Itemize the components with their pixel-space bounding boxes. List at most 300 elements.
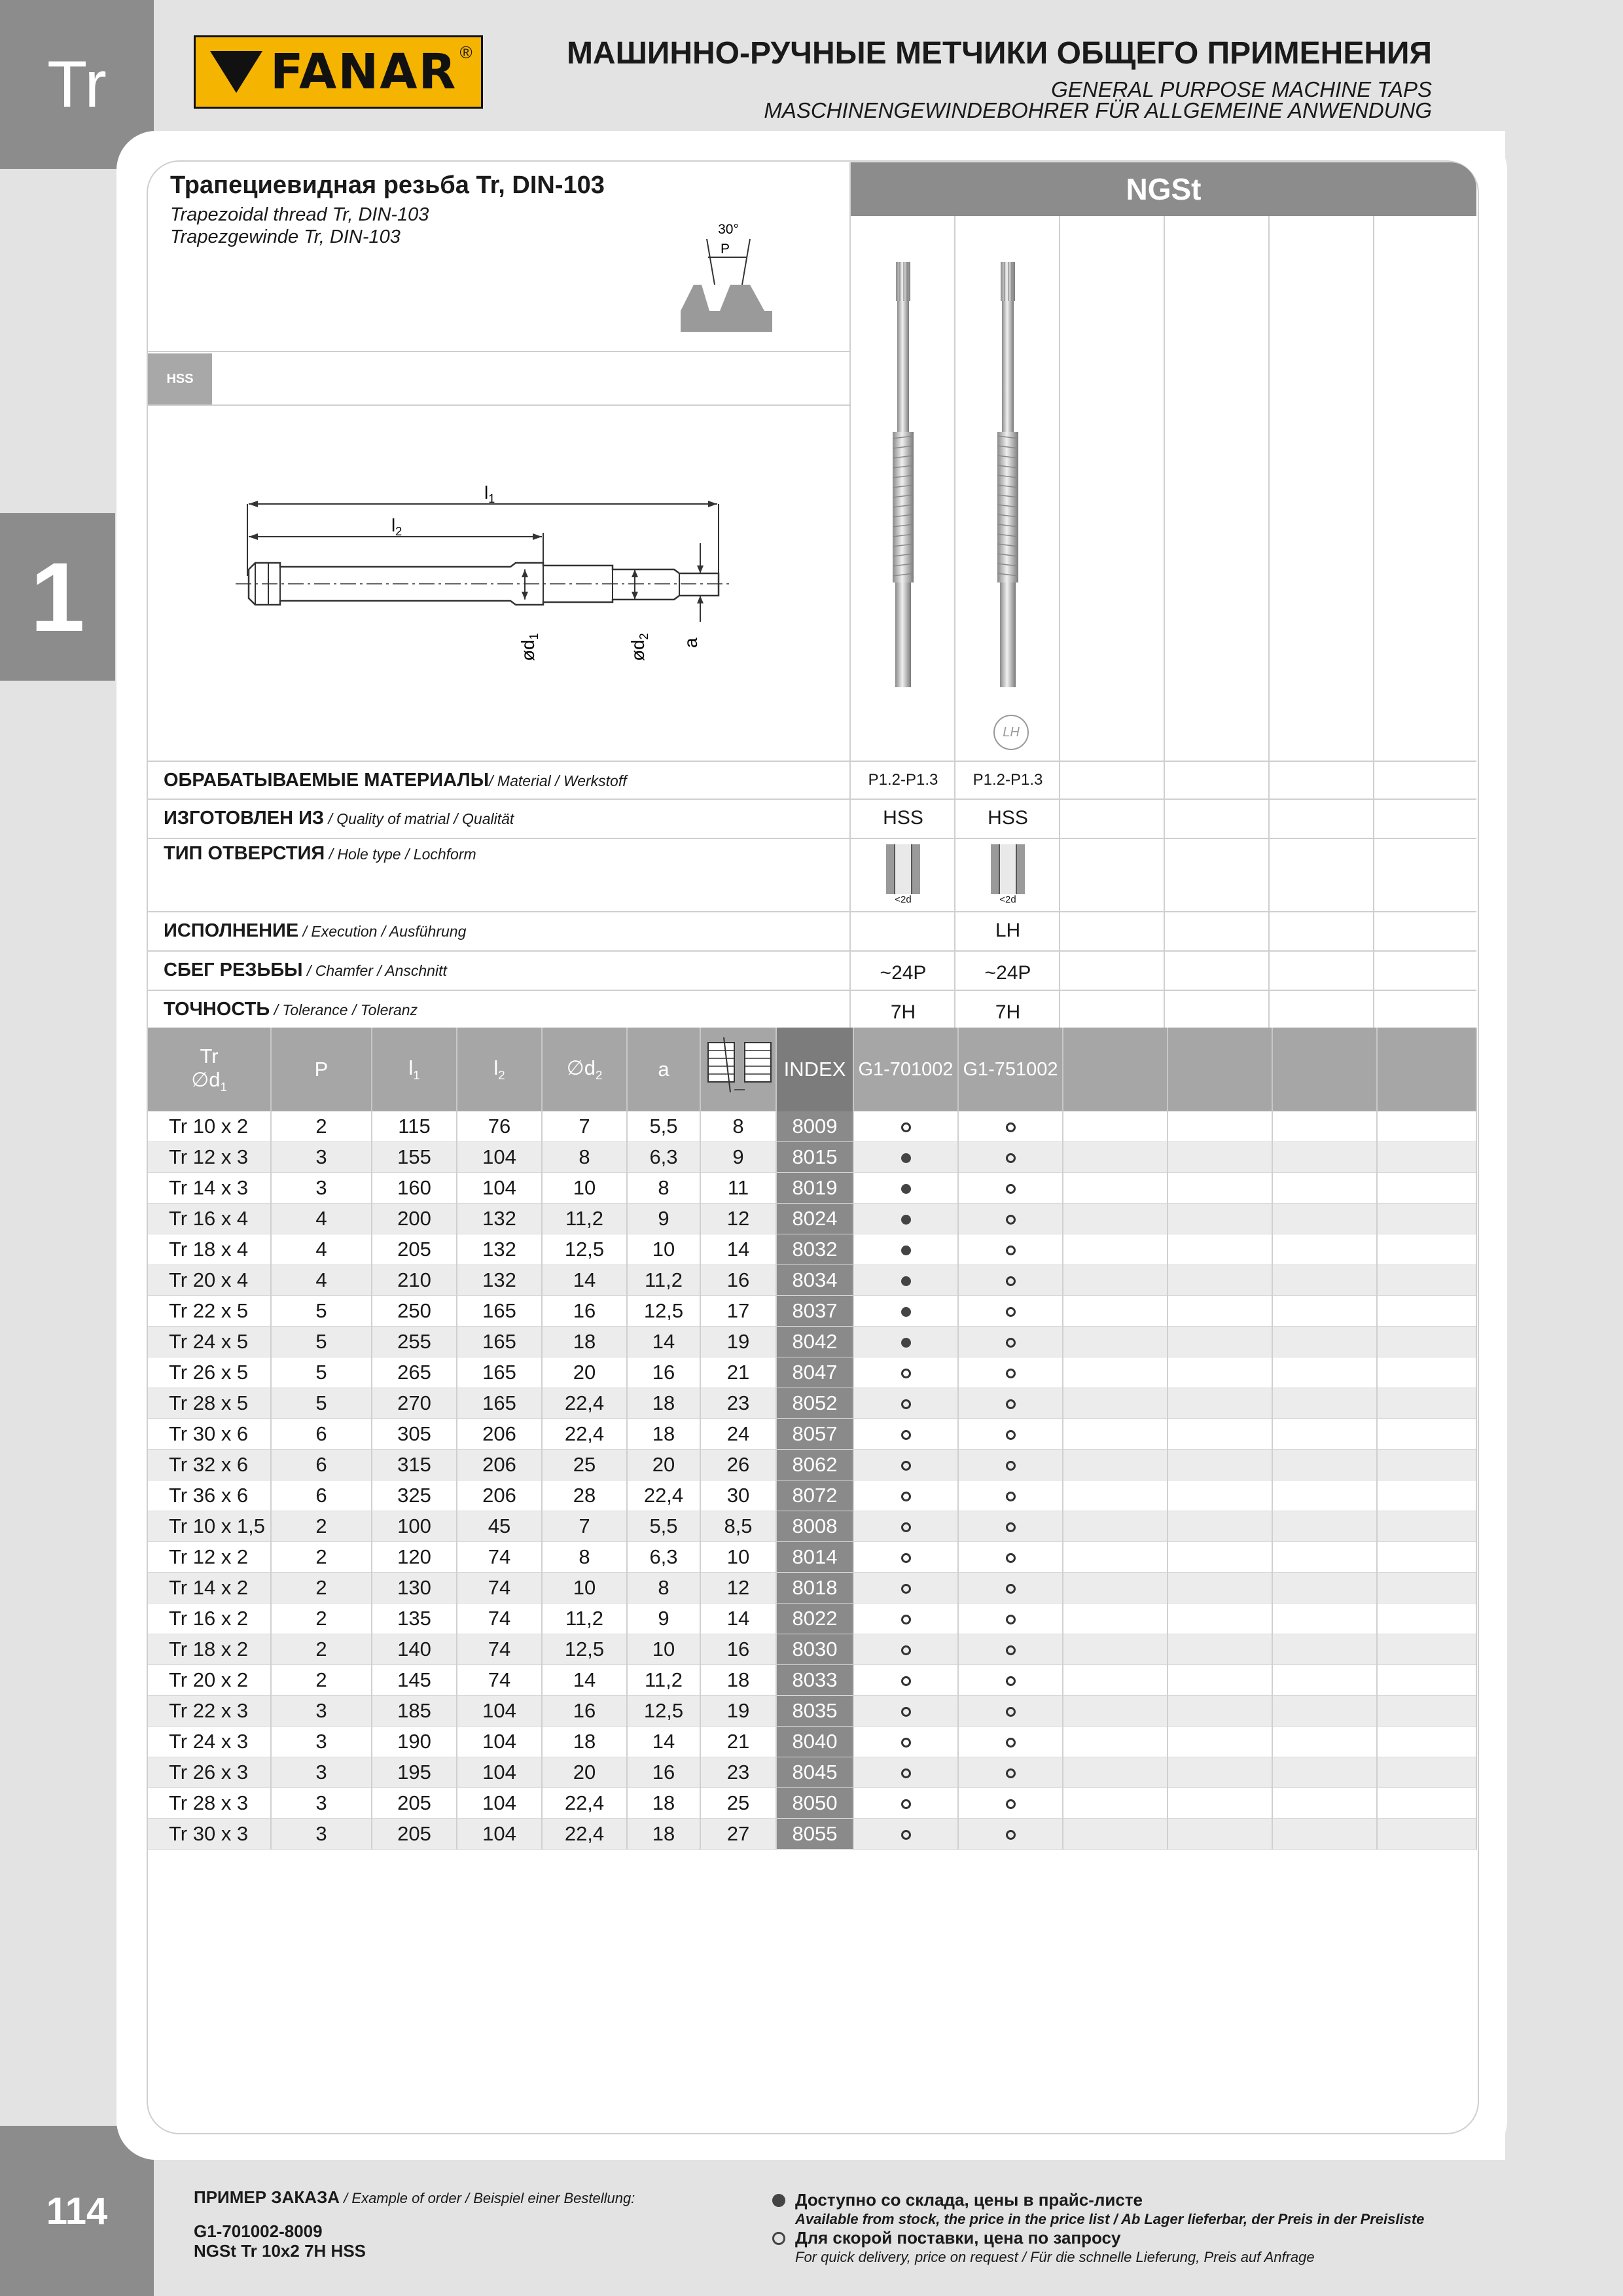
cell-empty: [1377, 1511, 1476, 1542]
cell-empty: [1063, 1388, 1168, 1419]
cell-empty: [1168, 1296, 1272, 1327]
table-row: [148, 1357, 1476, 1388]
col-header-a: a: [627, 1028, 700, 1111]
cell-index: 8024: [776, 1204, 853, 1234]
cell-index: 8022: [776, 1604, 853, 1634]
cell-size: Tr 18 x 2: [148, 1634, 271, 1665]
table-row: [148, 1204, 1476, 1234]
brand-logo: [194, 35, 483, 109]
cell-avail-art1: [853, 1327, 958, 1357]
cell-avail-art1: [853, 1480, 958, 1511]
on-request-icon: [901, 1461, 911, 1471]
on-request-icon: [1006, 1492, 1016, 1501]
cell-empty: [1272, 1604, 1377, 1634]
divider: [148, 990, 1476, 991]
cell-empty: [1272, 1727, 1377, 1757]
col-header-tr: Tr $\emptyset d_1$: [148, 1028, 271, 1111]
cell-d2: 25: [542, 1450, 627, 1480]
cell-size: Tr 18 x 4: [148, 1234, 271, 1265]
cell-d2: 10: [542, 1573, 627, 1604]
cell-d2: 11,2: [542, 1604, 627, 1634]
cell-avail-art1: [853, 1727, 958, 1757]
table-row: [148, 1142, 1476, 1173]
cell-empty: [1063, 1634, 1168, 1665]
cell-empty: [1168, 1757, 1272, 1788]
on-request-icon: [1006, 1553, 1016, 1563]
prop-material-col2: P1.2-P1.3: [972, 771, 1043, 789]
on-request-icon: [901, 1738, 911, 1748]
cell-avail-art2: [958, 1388, 1063, 1419]
cell-index: 8037: [776, 1296, 853, 1327]
cell-core: 8: [700, 1111, 776, 1142]
divider: [849, 162, 851, 1028]
cell-core: 21: [700, 1357, 776, 1388]
cell-size: Tr 26 x 5: [148, 1357, 271, 1388]
col-header-index: INDEX: [776, 1028, 853, 1111]
cell-avail-art2: [958, 1788, 1063, 1819]
cell-pitch: 2: [271, 1573, 372, 1604]
cell-size: Tr 16 x 2: [148, 1604, 271, 1634]
left-hand-icon: LH: [993, 715, 1029, 750]
cell-a: 14: [627, 1327, 700, 1357]
cell-l1: 305: [372, 1419, 457, 1450]
on-request-icon: [1006, 1122, 1016, 1132]
cell-empty: [1272, 1234, 1377, 1265]
cell-d2: 20: [542, 1357, 627, 1388]
col-header-art2: G1-751002: [958, 1028, 1063, 1111]
prop-label-quality: ИЗГОТОВЛЕН ИЗ / Quality of matrial / Qualität: [164, 808, 514, 829]
cell-empty: [1272, 1419, 1377, 1450]
cell-empty: [1377, 1757, 1476, 1788]
on-request-icon: [901, 1122, 911, 1132]
thread-pitch-label: P: [720, 242, 730, 257]
cell-index: 8042: [776, 1327, 853, 1357]
on-request-icon: [901, 1645, 911, 1655]
cell-avail-art1: [853, 1696, 958, 1727]
on-request-icon: [1006, 1430, 1016, 1440]
divider: [1059, 216, 1060, 1028]
cell-size: Tr 10 x 1,5: [148, 1511, 271, 1542]
prop-quality-col1: HSS: [883, 807, 923, 829]
cell-avail-art2: [958, 1204, 1063, 1234]
cell-empty: [1063, 1265, 1168, 1296]
cell-l2: 206: [457, 1480, 542, 1511]
hole-type-icon-col1: <2d: [883, 844, 923, 908]
cell-empty: [1272, 1142, 1377, 1173]
on-request-icon: [1006, 1307, 1016, 1317]
cell-d2: 7: [542, 1111, 627, 1142]
cell-avail-art2: [958, 1542, 1063, 1573]
cell-avail-art1: [853, 1265, 958, 1296]
cell-a: 16: [627, 1757, 700, 1788]
cell-avail-art2: [958, 1296, 1063, 1327]
cell-empty: [1377, 1573, 1476, 1604]
cell-pitch: 2: [271, 1542, 372, 1573]
cell-empty: [1377, 1542, 1476, 1573]
on-request-icon: [1006, 1276, 1016, 1286]
table-row: [148, 1511, 1476, 1542]
in-stock-icon: [901, 1215, 911, 1225]
cell-empty: [1377, 1665, 1476, 1696]
on-request-icon: [1006, 1399, 1016, 1409]
cell-l2: 165: [457, 1327, 542, 1357]
on-request-icon: [1006, 1615, 1016, 1624]
cell-empty: [1168, 1265, 1272, 1296]
prop-label-chamfer: СБЕГ РЕЗЬБЫ / Chamfer / Anschnitt: [164, 960, 447, 980]
cell-pitch: 3: [271, 1142, 372, 1173]
cell-l2: 165: [457, 1388, 542, 1419]
cell-l2: 74: [457, 1665, 542, 1696]
cell-a: 14: [627, 1727, 700, 1757]
cell-empty: [1272, 1480, 1377, 1511]
col-header-empty: [1377, 1028, 1476, 1111]
prop-label-execution: ИСПОЛНЕНИЕ / Execution / Ausführung: [164, 920, 467, 941]
divider: [148, 404, 851, 406]
cell-core: 10: [700, 1542, 776, 1573]
cell-a: 8: [627, 1173, 700, 1204]
table-header-row: [148, 1028, 1476, 1111]
cell-l1: 145: [372, 1665, 457, 1696]
cell-l2: 104: [457, 1819, 542, 1850]
cell-core: 26: [700, 1450, 776, 1480]
cell-empty: [1272, 1573, 1377, 1604]
cell-pitch: 5: [271, 1357, 372, 1388]
dim-d2-label: $ød_2$: [628, 633, 651, 661]
logo-v-icon: [210, 51, 262, 93]
cell-avail-art2: [958, 1665, 1063, 1696]
cell-empty: [1377, 1604, 1476, 1634]
cell-avail-art1: [853, 1819, 958, 1850]
cell-index: 8033: [776, 1665, 853, 1696]
cell-l2: 76: [457, 1111, 542, 1142]
cell-index: 8062: [776, 1450, 853, 1480]
chapter-tab[interactable]: Tr: [0, 0, 154, 169]
cell-empty: [1272, 1757, 1377, 1788]
on-request-icon: [901, 1676, 911, 1686]
on-request-icon: [1006, 1215, 1016, 1225]
cell-l1: 250: [372, 1296, 457, 1327]
cell-avail-art1: [853, 1450, 958, 1480]
table-row: [148, 1573, 1476, 1604]
prop-label-hole-type: ТИП ОТВЕРСТИЯ / Hole type / Lochform: [164, 843, 476, 864]
cell-core: 21: [700, 1727, 776, 1757]
cell-empty: [1168, 1450, 1272, 1480]
prop-chamfer-col2: ~24P: [984, 962, 1031, 984]
table-row: [148, 1388, 1476, 1419]
cell-empty: [1272, 1511, 1377, 1542]
on-request-icon: [901, 1399, 911, 1409]
cell-core: 11: [700, 1173, 776, 1204]
cell-empty: [1168, 1511, 1272, 1542]
on-request-icon: [901, 1492, 911, 1501]
cell-d2: 8: [542, 1142, 627, 1173]
cell-a: 22,4: [627, 1480, 700, 1511]
in-stock-icon: [901, 1246, 911, 1255]
cell-empty: [1377, 1388, 1476, 1419]
on-request-icon: [1006, 1799, 1016, 1809]
cell-size: Tr 16 x 4: [148, 1204, 271, 1234]
cell-size: Tr 14 x 2: [148, 1573, 271, 1604]
dim-a-label: a: [681, 637, 701, 648]
cell-d2: 16: [542, 1696, 627, 1727]
divider: [148, 351, 851, 352]
cell-empty: [1377, 1788, 1476, 1819]
cell-index: 8018: [776, 1573, 853, 1604]
on-request-icon: [901, 1369, 911, 1378]
on-request-icon: [1006, 1768, 1016, 1778]
cell-d2: 12,5: [542, 1234, 627, 1265]
cell-empty: [1377, 1696, 1476, 1727]
cell-l1: 255: [372, 1327, 457, 1357]
cell-core: 16: [700, 1265, 776, 1296]
cell-empty: [1272, 1357, 1377, 1388]
cell-l1: 135: [372, 1604, 457, 1634]
cell-empty: [1063, 1234, 1168, 1265]
cell-l2: 74: [457, 1573, 542, 1604]
cell-l1: 140: [372, 1634, 457, 1665]
cell-index: 8052: [776, 1388, 853, 1419]
cell-pitch: 6: [271, 1480, 372, 1511]
cell-d2: 28: [542, 1480, 627, 1511]
cell-index: 8050: [776, 1788, 853, 1819]
cell-empty: [1063, 1204, 1168, 1234]
on-request-icon: [1006, 1676, 1016, 1686]
cell-avail-art2: [958, 1573, 1063, 1604]
cell-pitch: 5: [271, 1296, 372, 1327]
on-request-icon: [901, 1768, 911, 1778]
prop-label-tolerance: ТОЧНОСТЬ / Tolerance / Toleranz: [164, 999, 418, 1020]
cell-empty: [1377, 1142, 1476, 1173]
legend-request-label: Для скорой поставки, цена по запросу: [795, 2228, 1121, 2248]
dim-d1-label: $ød_1$: [518, 633, 541, 661]
cell-l1: 205: [372, 1819, 457, 1850]
cell-avail-art2: [958, 1634, 1063, 1665]
cell-core: 12: [700, 1204, 776, 1234]
cell-core: 19: [700, 1327, 776, 1357]
cell-core: 30: [700, 1480, 776, 1511]
tap-image-g1-751002: [991, 259, 1024, 691]
col-header-empty: [1272, 1028, 1377, 1111]
cell-empty: [1377, 1265, 1476, 1296]
legend-stock-icon: [772, 2194, 785, 2207]
cell-index: 8009: [776, 1111, 853, 1142]
cell-size: Tr 24 x 3: [148, 1727, 271, 1757]
cell-avail-art2: [958, 1142, 1063, 1173]
cell-core: 25: [700, 1788, 776, 1819]
divider: [148, 761, 1476, 762]
cell-empty: [1168, 1665, 1272, 1696]
cell-d2: 11,2: [542, 1204, 627, 1234]
prop-material-col1: P1.2-P1.3: [868, 771, 938, 789]
cell-size: Tr 30 x 3: [148, 1819, 271, 1850]
cell-avail-art1: [853, 1542, 958, 1573]
brand-name: FANAR: [270, 44, 457, 100]
col-header-empty: [1063, 1028, 1168, 1111]
cell-d2: 18: [542, 1327, 627, 1357]
cell-l1: 210: [372, 1265, 457, 1296]
cell-a: 11,2: [627, 1665, 700, 1696]
cell-index: 8015: [776, 1142, 853, 1173]
cell-empty: [1168, 1111, 1272, 1142]
cell-pitch: 3: [271, 1173, 372, 1204]
cell-empty: [1168, 1173, 1272, 1204]
cell-empty: [1272, 1665, 1377, 1696]
cell-empty: [1168, 1604, 1272, 1634]
col-header-l2: $l_2$: [457, 1028, 542, 1111]
cell-l2: 74: [457, 1542, 542, 1573]
on-request-icon: [1006, 1461, 1016, 1471]
divider: [148, 798, 1476, 800]
on-request-icon: [1006, 1184, 1016, 1194]
order-example-desc: NGSt Tr 10x2 7H HSS: [194, 2241, 366, 2261]
on-request-icon: [901, 1830, 911, 1840]
cell-pitch: 2: [271, 1111, 372, 1142]
table-row: [148, 1173, 1476, 1204]
on-request-icon: [901, 1615, 911, 1624]
cell-a: 18: [627, 1788, 700, 1819]
cell-pitch: 4: [271, 1234, 372, 1265]
cell-size: Tr 24 x 5: [148, 1327, 271, 1357]
cell-size: Tr 36 x 6: [148, 1480, 271, 1511]
cell-l1: 190: [372, 1727, 457, 1757]
cell-empty: [1272, 1111, 1377, 1142]
cell-avail-art2: [958, 1450, 1063, 1480]
on-request-icon: [1006, 1738, 1016, 1748]
cell-avail-art1: [853, 1757, 958, 1788]
cell-l1: 200: [372, 1204, 457, 1234]
cell-empty: [1063, 1819, 1168, 1850]
cell-l1: 100: [372, 1511, 457, 1542]
cell-d2: 14: [542, 1665, 627, 1696]
order-example-title: ПРИМЕР ЗАКАЗА / Example of order / Beispiel einer Bestellung:: [194, 2187, 635, 2207]
cell-empty: [1168, 1819, 1272, 1850]
on-request-icon: [1006, 1369, 1016, 1378]
cell-pitch: 2: [271, 1511, 372, 1542]
cell-size: Tr 12 x 3: [148, 1142, 271, 1173]
cell-l1: 265: [372, 1357, 457, 1388]
cell-a: 8: [627, 1573, 700, 1604]
series-header: NGSt: [851, 162, 1476, 216]
cell-empty: [1377, 1173, 1476, 1204]
cell-size: Tr 26 x 3: [148, 1757, 271, 1788]
cell-avail-art2: [958, 1696, 1063, 1727]
cell-empty: [1377, 1296, 1476, 1327]
cell-avail-art2: [958, 1480, 1063, 1511]
table-row: [148, 1480, 1476, 1511]
cell-avail-art1: [853, 1234, 958, 1265]
table-row: [148, 1542, 1476, 1573]
cell-l2: 165: [457, 1296, 542, 1327]
cell-a: 20: [627, 1450, 700, 1480]
cell-empty: [1063, 1604, 1168, 1634]
legend-stock-label: Доступно со склада, цены в прайс-листе: [795, 2190, 1143, 2210]
dim-l2-label: $l_2$: [391, 515, 402, 538]
cell-avail-art1: [853, 1173, 958, 1204]
cell-pitch: 4: [271, 1265, 372, 1296]
dim-l1-label: $l_1$: [484, 482, 495, 505]
in-stock-icon: [901, 1276, 911, 1286]
cell-empty: [1063, 1542, 1168, 1573]
cell-avail-art1: [853, 1419, 958, 1450]
divider: [148, 911, 1476, 912]
cell-empty: [1063, 1696, 1168, 1727]
cell-size: Tr 22 x 3: [148, 1696, 271, 1727]
table-row: [148, 1696, 1476, 1727]
on-request-icon: [901, 1707, 911, 1717]
divider: [148, 950, 1476, 952]
cell-index: 8019: [776, 1173, 853, 1204]
cell-empty: [1272, 1296, 1377, 1327]
table-row: [148, 1234, 1476, 1265]
cell-a: 10: [627, 1234, 700, 1265]
cell-empty: [1063, 1173, 1168, 1204]
cell-empty: [1168, 1204, 1272, 1234]
cell-pitch: 2: [271, 1604, 372, 1634]
cell-core: 8,5: [700, 1511, 776, 1542]
cell-empty: [1063, 1142, 1168, 1173]
cell-a: 9: [627, 1604, 700, 1634]
cell-index: 8045: [776, 1757, 853, 1788]
cell-avail-art2: [958, 1727, 1063, 1757]
cell-d2: 12,5: [542, 1634, 627, 1665]
cell-size: Tr 28 x 5: [148, 1388, 271, 1419]
cell-avail-art2: [958, 1511, 1063, 1542]
in-stock-icon: [901, 1307, 911, 1317]
cell-l2: 104: [457, 1173, 542, 1204]
cell-empty: [1063, 1511, 1168, 1542]
cell-avail-art2: [958, 1265, 1063, 1296]
cell-avail-art2: [958, 1604, 1063, 1634]
brand-registered-mark: ®: [459, 43, 473, 62]
cell-empty: [1272, 1542, 1377, 1573]
cell-core: 18: [700, 1665, 776, 1696]
cell-core: 14: [700, 1234, 776, 1265]
cell-a: 6,3: [627, 1542, 700, 1573]
cell-index: 8014: [776, 1542, 853, 1573]
cell-l2: 132: [457, 1234, 542, 1265]
cell-empty: [1168, 1788, 1272, 1819]
cell-a: 16: [627, 1357, 700, 1388]
cell-size: Tr 10 x 2: [148, 1111, 271, 1142]
cell-l2: 104: [457, 1788, 542, 1819]
cell-empty: [1377, 1111, 1476, 1142]
cell-size: Tr 22 x 5: [148, 1296, 271, 1327]
cell-avail-art2: [958, 1327, 1063, 1357]
page-number: 114: [0, 2126, 154, 2296]
on-request-icon: [901, 1553, 911, 1563]
legend-request-sub: For quick delivery, price on request / Für die schnelle Lieferung, Preis auf Anfrage: [795, 2249, 1315, 2265]
on-request-icon: [901, 1522, 911, 1532]
cell-pitch: 3: [271, 1757, 372, 1788]
cell-d2: 22,4: [542, 1419, 627, 1450]
cell-l2: 206: [457, 1419, 542, 1450]
cell-empty: [1272, 1450, 1377, 1480]
cell-l1: 205: [372, 1788, 457, 1819]
cell-empty: [1168, 1573, 1272, 1604]
col-header-empty: [1168, 1028, 1272, 1111]
cell-avail-art1: [853, 1111, 958, 1142]
cell-empty: [1272, 1327, 1377, 1357]
cell-pitch: 3: [271, 1696, 372, 1727]
cell-empty: [1063, 1757, 1168, 1788]
divider: [1268, 216, 1270, 1028]
cell-core: 27: [700, 1819, 776, 1850]
section-tab[interactable]: 1: [0, 513, 115, 681]
page-title-en: GENERAL PURPOSE MACHINE TAPS: [1051, 77, 1432, 101]
cell-empty: [1168, 1634, 1272, 1665]
cell-l1: 195: [372, 1757, 457, 1788]
cell-empty: [1063, 1111, 1168, 1142]
